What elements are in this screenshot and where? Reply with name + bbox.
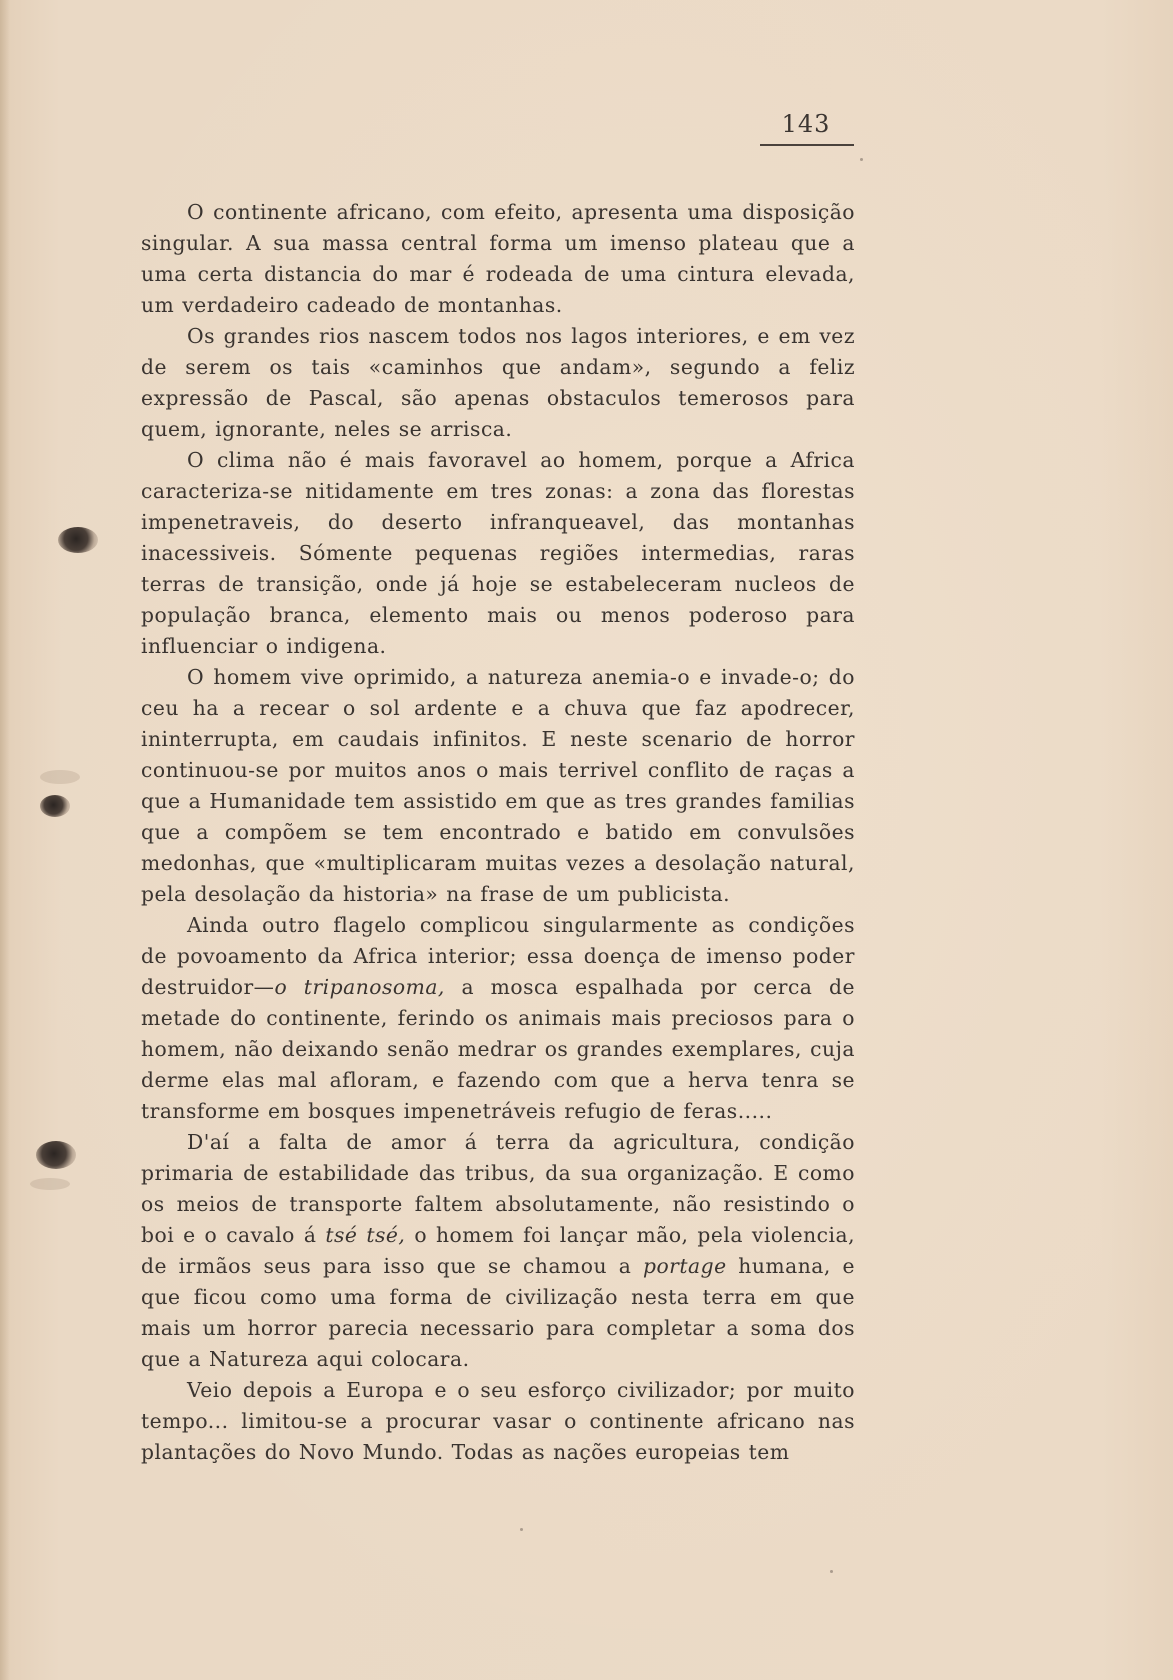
paper-speck [520,1528,523,1531]
binding-hole-middle [40,795,70,817]
paragraph-agriculture-text-end: humana, e que ficou como uma forma de civilização nesta terra em que mais um horror parecia necessario para completar a soma dos que a Natureza aqui colocara. [141,1254,855,1371]
margin-smudge [40,770,80,784]
page-number: 143 [781,110,831,138]
paragraph-rivers: Os grandes rios nascem todos nos lagos interiores, e em vez de serem os tais «caminhos que andam», segundo a feliz expressão de Pascal, são apenas obstaculos temerosos para quem, ignorante, neles se arrisca. [141,324,855,441]
margin-smudge [30,1178,70,1190]
page-number-rule [760,144,854,146]
paragraph-man-oppressed: O homem vive oprimido, a natureza anemia-o e invade-o; do ceu ha a recear o sol ardente e a chuva que faz apodrecer, ininterrupta, em caudais infinitos. E neste scenario de horror continuou-se por muitos anos o mais terrivel conflito de raças a que a Humanidade tem assistido em que as tres grandes familias que a compõem se tem encontrado e batido em convulsões medonhas, que «multiplicaram muitas vezes a desolação natural, pela desolação da historia» na frase de um publicista. [141,665,855,906]
paragraph-agriculture [141,1127,855,1375]
paragraph-agriculture-text-mid: o homem foi lançar mão, pela violencia, de irmãos seus para isso que se chamou a [141,1223,856,1278]
paragraph-scourge-italic: o tripanosoma, [274,975,445,999]
paragraph-agriculture-italic-portage: portage [642,1254,727,1278]
paper-speck [830,1570,833,1573]
paper-speck [860,158,863,161]
page-edge-shadow [0,0,10,1680]
paragraph-climate: O clima não é mais favoravel ao homem, porque a Africa caracteriza-se nitidamente em tres zonas: a zona das florestas impenetraveis, do deserto infranqueavel, das montanhas inacessiveis. Sómente pequenas regiões intermedias, raras terras de transição, onde já hoje se estabeleceram nucleos de população branca, elemento mais ou menos poderoso para influenciar o indigena. [141,448,855,658]
paragraph-scourge-text: Ainda outro flagelo complicou singularmente as condições de povoamento da Africa interior; essa doença de imenso poder destruidor— [141,913,855,999]
binding-hole-top [58,527,98,553]
paragraph-scourge [141,910,855,1127]
paragraph-continent: O continente africano, com efeito, apresenta uma disposição singular. A sua massa central forma um imenso plateau que a uma certa distancia do mar é rodeada de uma cintura elevada, um verdadeiro cadeado de montanhas. [141,200,855,317]
paragraph-europe: Veio depois a Europa e o seu esforço civilizador; por muito tempo... limitou-se a procurar vasar o continente africano nas plantações do Novo Mundo. Todas as nações europeias tem [141,1378,855,1464]
body-text [141,197,855,1468]
paragraph-agriculture-text: D'aí a falta de amor á terra da agricultura, condição primaria de estabilidade das tribus, da sua organização. E como os meios de transporte faltem absolutamente, não resistindo o boi e o cavalo á [141,1130,855,1247]
binding-hole-bottom [36,1141,76,1169]
paragraph-scourge-text-end: a mosca espalhada por cerca de metade do continente, ferindo os animais mais preciosos para o homem, não deixando senão medrar os grandes exemplares, cuja derme elas mal afloram, e fazendo com que a herva tenra se transforme em bosques impenetráveis refugio de feras..... [141,975,855,1123]
paragraph-agriculture-italic-tsetse: tsé tsé, [325,1223,406,1247]
